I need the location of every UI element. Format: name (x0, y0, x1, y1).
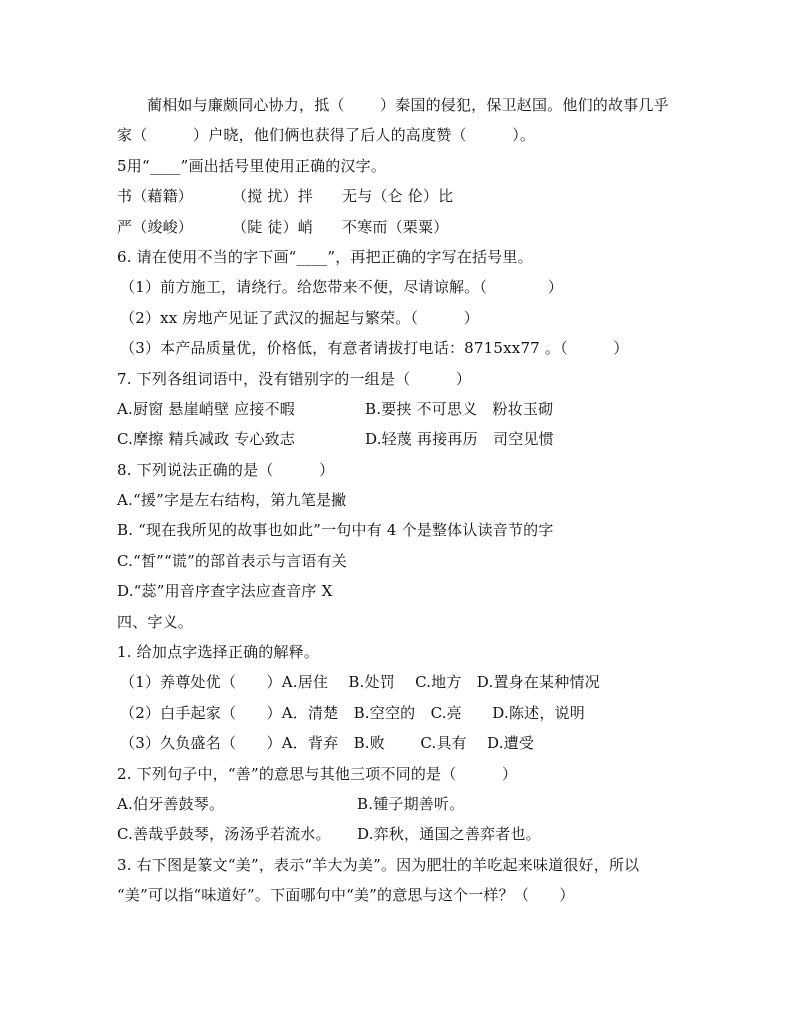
passage-line-1: 蔺相如与廉颇同心协力，抵（ ）秦国的侵犯，保卫赵国。他们的故事几乎 (147, 96, 669, 114)
question-7-options-row-1 (117, 394, 737, 424)
option-a: A.伯牙善鼓琴。 (117, 794, 225, 813)
option-d: D.轻蔑 再接再历 司空见惯 (365, 430, 554, 449)
meaning-question-3-line-1: 3. 右下图是篆文“美”，表示“羊大为美”。因为肥壮的羊吃起来味道很好，所以 (117, 855, 640, 874)
meaning-question-1-item-2: （2）白手起家（ ）A．清楚 B.空空的 C.亮 D.陈述，说明 (120, 703, 585, 722)
meaning-question-2-options-row-2 (117, 819, 737, 849)
meaning-question-1-prompt: 1. 给加点字选择正确的解释。 (117, 643, 320, 662)
option-c: C.摩擦 精兵减政 专心致志 (117, 430, 296, 449)
question-6-item-2: （2）xx 房地产见证了武汉的掘起与繁荣。（ ） (120, 308, 479, 327)
char-choice-item: 不寒而（栗粟） (342, 217, 449, 236)
question-6-item-1: （1）前方施工，请绕行。给您带来不便，尽请谅解。（ ） (120, 278, 564, 297)
option-a: A.厨窗 悬崖峭壁 应接不暇 (117, 399, 295, 418)
question-7-options-row-2 (117, 424, 737, 454)
question-8-option-c: C.“皙”“谎”的部首表示与言语有关 (117, 551, 347, 570)
passage-line-2: 家（ ）户晓，他们俩也获得了后人的高度赞（ ）。 (117, 126, 536, 145)
meaning-question-1-item-3: （3）久负盛名（ ）A．背弃 B.败 C.具有 D.遭受 (120, 734, 535, 753)
option-b: B.锺子期善听。 (357, 794, 465, 813)
question-6-prompt: 6. 请在使用不当的字下画“____”，再把正确的字写在括号里。 (117, 247, 533, 266)
char-choice-item: （搅 扰）拌 (232, 187, 313, 206)
question-8-option-b: B. “现在我所见的故事也如此”一句中有 4 个是整体认读音节的字 (117, 521, 554, 540)
worksheet-page (117, 90, 737, 911)
option-c: C.善哉乎鼓琴，汤汤乎若流水。 (117, 825, 331, 844)
meaning-question-2-prompt: 2. 下列句子中，“善”的意思与其他三项不同的是（ ） (117, 764, 518, 783)
char-choice-item: （陡 徒）峭 (232, 217, 313, 236)
char-choice-row-1 (117, 181, 737, 211)
question-8-option-d: D.“蕊”用音序查字法应查音序 X (117, 582, 333, 601)
meaning-question-1-item-1: （1）养尊处优（ ）A.居住 B.处罚 C.地方 D.置身在某种情况 (120, 673, 600, 692)
meaning-question-3-line-2: “美”可以指“味道好”。下面哪句中“美”的意思与这个一样？（ ） (117, 886, 575, 905)
char-choice-row-2 (117, 212, 737, 242)
option-b: B.要挟 不可思义 粉妆玉砌 (365, 399, 554, 418)
char-choice-item: 书（藉籍） (117, 187, 194, 206)
question-8-option-a: A.“援”字是左右结构，第九笔是撇 (117, 491, 347, 510)
question-8-prompt: 8. 下列说法正确的是（ ） (117, 460, 335, 479)
question-7-prompt: 7. 下列各组词语中，没有错别字的一组是（ ） (117, 369, 472, 388)
question-6-item-3: （3）本产品质量优，价格低，有意者请拔打电话：8715xx77 。（ ） (120, 339, 629, 358)
question-5-prompt: 5用“____”画出括号里使用正确的汉字。 (117, 156, 387, 175)
char-choice-item: 无与（仑 伦）比 (342, 187, 454, 206)
meaning-question-2-options-row-1 (117, 789, 737, 819)
char-choice-item: 严（竣峻） (117, 217, 194, 236)
option-d: D.弈秋，通国之善弈者也。 (357, 825, 541, 844)
section-heading-meaning: 四、字义。 (117, 612, 194, 631)
